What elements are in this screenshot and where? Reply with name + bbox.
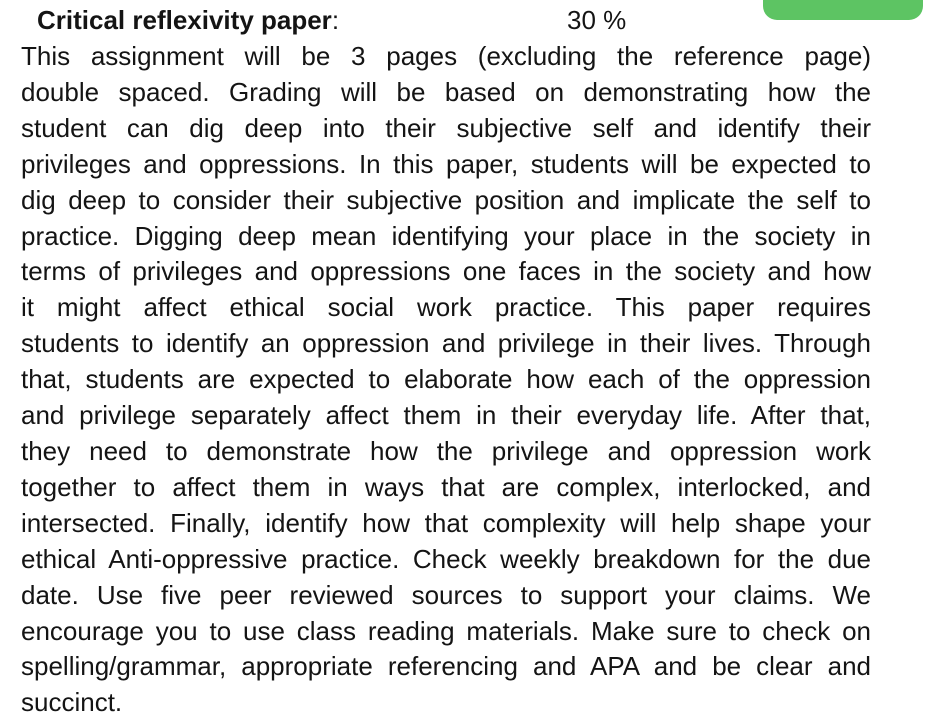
description-line: dig deep to consider their subjective position and implicate the self to <box>21 184 871 215</box>
description-line: privileges and oppressions. In this paper, students will be expected to <box>21 148 871 179</box>
description-line: intersected. Finally, identify how that complexity will help shape your <box>21 507 871 538</box>
description-line: students to identify an oppression and privilege in their lives. Through <box>21 328 871 359</box>
description-line: practice. Digging deep mean identifying your place in the society in <box>21 220 871 251</box>
description-line: date. Use five peer reviewed sources to support your claims. We <box>21 579 871 610</box>
description-line: encourage you to use class reading materials. Make sure to check on <box>21 615 871 646</box>
assignment-title: Critical reflexivity paper <box>37 5 332 35</box>
assignment-description <box>21 39 871 721</box>
description-line: student can dig deep into their subjective self and identify their <box>21 112 871 143</box>
description-line: double spaced. Grading will be based on demonstrating how the <box>21 76 871 107</box>
description-line: This assignment will be 3 pages (excluding the reference page) <box>21 41 871 71</box>
grade-weight: 30 % <box>567 5 627 35</box>
description-line: together to affect them in ways that are complex, interlocked, and <box>21 471 871 502</box>
description-line: ethical Anti-oppressive practice. Check weekly breakdown for the due <box>21 543 871 574</box>
assignment-header <box>37 2 917 38</box>
description-line: terms of privileges and oppressions one faces in the society and how <box>21 256 871 287</box>
description-line: that, students are expected to elaborate how each of the oppression <box>21 364 871 395</box>
description-line: and privilege separately affect them in their everyday life. After that, <box>21 400 871 431</box>
description-line: it might affect ethical social work practice. This paper requires <box>21 292 871 323</box>
description-line: they need to demonstrate how the privilege and oppression work <box>21 435 871 466</box>
description-line: spelling/grammar, appropriate referencing and APA and be clear and <box>21 651 871 682</box>
description-line: succinct. <box>21 687 123 718</box>
heading-colon: : <box>331 5 340 35</box>
